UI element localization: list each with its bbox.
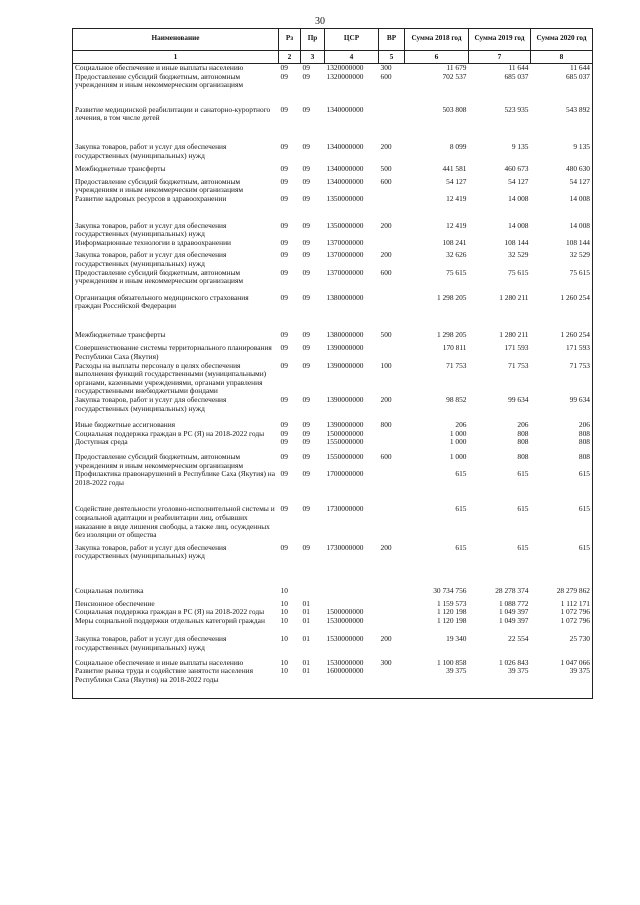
row-sum-2020: 171 593	[531, 344, 593, 361]
row-rz: 10	[280, 598, 288, 608]
table-row	[73, 362, 593, 396]
column-number: 3	[301, 51, 325, 64]
table-row	[73, 587, 593, 600]
row-csr: 1730000000	[326, 504, 364, 514]
row-rz: 09	[280, 437, 288, 447]
row-pr: 09	[302, 250, 310, 260]
row-sum-2020: 14 008	[531, 195, 593, 222]
row-pr: 09	[302, 420, 310, 430]
table-row	[73, 453, 593, 470]
row-rz: 10	[280, 657, 288, 667]
row-sum-2019: 99 634	[508, 395, 529, 405]
row-rz: 09	[280, 343, 288, 353]
header-csr: ЦСР	[325, 29, 379, 51]
row-sum-2019: 460 673	[504, 164, 529, 174]
row-name: Социальное обеспечение и иные выплаты населению	[73, 659, 279, 668]
row-pr: 09	[302, 176, 310, 186]
row-vr: 200	[380, 141, 392, 151]
row-pr: 01	[302, 634, 310, 644]
column-number-row	[73, 51, 593, 64]
row-rz: 10	[279, 667, 301, 699]
row-sum-2019: 523 935	[504, 104, 529, 114]
row-pr: 09	[302, 104, 310, 114]
row-sum-2018: 1 120 198	[436, 607, 467, 617]
row-sum-2019: 71 753	[508, 360, 529, 370]
row-sum-2019: 615	[517, 542, 529, 552]
row-vr: 800	[380, 420, 392, 430]
row-sum-2020: 99 634	[531, 396, 593, 421]
row-sum-2018: 98 852	[446, 395, 467, 405]
table-row	[73, 178, 593, 195]
row-name: Иные бюджетные ассигнования	[73, 421, 279, 430]
row-pr: 09	[302, 504, 310, 514]
row-rz: 09	[280, 71, 288, 81]
row-csr: 1390000000	[326, 420, 364, 430]
row-sum-2018: 75 615	[446, 267, 467, 277]
row-sum-2020: 1 260 254	[531, 331, 593, 345]
row-sum-2018: 12 419	[446, 220, 467, 230]
row-sum-2018: 441 581	[442, 164, 467, 174]
row-csr: 1350000000	[326, 220, 364, 230]
row-pr: 01	[302, 607, 310, 617]
row-name: Предоставление субсидий бюджетным, автономным учреждениям и иным некоммерческим организациям	[73, 178, 279, 195]
row-sum-2019: 1 280 211	[499, 292, 529, 302]
row-sum-2018: 19 340	[446, 634, 467, 644]
row-csr: 1370000000	[326, 267, 364, 277]
row-vr: 200	[380, 542, 392, 552]
row-vr: 300	[380, 63, 392, 72]
row-name: Информационные технологии в здравоохранении	[73, 239, 279, 252]
row-pr: 09	[302, 395, 310, 405]
column-number: 1	[73, 51, 279, 64]
table-row	[73, 667, 593, 699]
column-number: 8	[531, 51, 593, 64]
row-sum-2019: 108 144	[504, 237, 529, 247]
row-sum-2020: 615	[531, 505, 593, 543]
row-rz: 09	[280, 267, 288, 277]
row-sum-2018: 1 000	[449, 452, 467, 461]
table-row	[73, 269, 593, 294]
row-sum-2018: 1 120 198	[436, 615, 467, 625]
row-pr: 09	[302, 63, 310, 72]
row-sum-2019: 11 644	[508, 63, 529, 72]
row-vr: 300	[380, 657, 392, 667]
row-sum-2020: 206	[531, 421, 593, 430]
row-pr: 09	[302, 542, 310, 552]
row-rz: 09	[280, 428, 288, 438]
row-rz: 09	[280, 141, 288, 151]
row-sum-2020: 71 753	[531, 362, 593, 396]
row-sum-2020: 615	[531, 544, 593, 587]
row-sum-2018: 702 537	[442, 71, 467, 81]
table-row	[73, 294, 593, 331]
header-pr: Пр	[301, 29, 325, 51]
column-number: 4	[325, 51, 379, 64]
row-vr	[379, 505, 405, 543]
row-rz: 09	[280, 452, 288, 461]
row-pr: 09	[302, 343, 310, 353]
row-csr: 1600000000	[325, 667, 379, 699]
row-pr: 09	[302, 141, 310, 151]
row-sum-2020: 615	[531, 470, 593, 505]
row-sum-2019: 808	[517, 452, 529, 461]
row-sum-2019: 1 026 843	[498, 657, 529, 667]
row-sum-2020: 14 008	[531, 222, 593, 239]
row-vr	[379, 617, 405, 636]
row-sum-2018: 30 734 756	[433, 585, 467, 595]
row-vr: 200	[380, 220, 392, 230]
row-sum-2019: 685 037	[504, 71, 529, 81]
row-rz: 09	[280, 176, 288, 186]
row-pr: 09	[302, 329, 310, 339]
row-vr: 100	[380, 360, 392, 370]
row-sum-2019: 75 615	[508, 267, 529, 277]
row-csr: 1700000000	[326, 469, 364, 479]
row-rz: 10	[280, 634, 288, 644]
header-sum-2019: Сумма 2019 год	[469, 29, 531, 51]
row-pr: 01	[302, 615, 310, 625]
row-sum-2018: 1 000	[449, 437, 467, 447]
header-rz: Рз	[279, 29, 301, 51]
row-sum-2020: 11 644	[531, 64, 593, 73]
row-sum-2019: 808	[517, 428, 529, 438]
row-name: Закупка товаров, работ и услуг для обеспечения государственных (муниципальных) нужд	[73, 251, 279, 268]
row-name: Меры социальной поддержки отдельных категорий граждан	[73, 617, 279, 636]
row-sum-2020: 685 037	[531, 73, 593, 106]
row-vr	[379, 106, 405, 143]
row-name: Закупка товаров, работ и услуг для обеспечения государственных (муниципальных) нужд	[73, 635, 279, 658]
row-sum-2018: 1 000	[449, 428, 467, 438]
column-number: 2	[279, 51, 301, 64]
page-number: 30	[315, 16, 325, 27]
row-vr: 600	[380, 452, 392, 461]
row-sum-2018: 503 808	[442, 104, 467, 114]
row-vr	[379, 344, 405, 361]
row-sum-2019: 22 554	[508, 634, 529, 644]
row-vr	[379, 600, 405, 609]
row-vr: 600	[380, 267, 392, 277]
row-vr: 600	[380, 176, 392, 186]
row-vr: 200	[380, 395, 392, 405]
row-sum-2018: 39 375	[405, 667, 469, 699]
column-number: 7	[469, 51, 531, 64]
row-pr: 09	[302, 193, 310, 203]
row-csr: 1340000000	[326, 104, 364, 114]
row-name: Профилактика правонарушений в Республике Саха (Якутия) на 2018-2022 годы	[73, 470, 279, 505]
table-row	[73, 505, 593, 543]
row-vr: 500	[380, 329, 392, 339]
row-sum-2019: 39 375	[469, 667, 531, 699]
row-name: Социальное обеспечение и иные выплаты населению	[73, 64, 279, 73]
row-name: Предоставление субсидий бюджетным, автономным учреждениям и иным некоммерческим организациям	[73, 269, 279, 294]
row-name: Совершенствование системы территориального планирования Республики Саха (Якутия)	[73, 344, 279, 361]
row-name: Предоставление субсидий бюджетным, автономным учреждениям и иным некоммерческим организациям	[73, 453, 279, 470]
row-sum-2018: 615	[455, 469, 467, 479]
column-number: 5	[379, 51, 405, 64]
header-row	[73, 29, 593, 51]
row-rz: 10	[280, 615, 288, 625]
row-sum-2019: 615	[517, 504, 529, 514]
row-pr: 09	[302, 428, 310, 438]
row-name: Доступная среда	[73, 438, 279, 453]
row-rz: 09	[280, 292, 288, 302]
row-pr: 09	[302, 437, 310, 447]
table-row	[73, 635, 593, 658]
row-sum-2020: 1 072 796	[531, 608, 593, 617]
row-name: Развитие медицинской реабилитации и санаторно-курортного лечения, в том числе детей	[73, 106, 279, 143]
row-rz: 09	[280, 237, 288, 247]
table-row	[73, 165, 593, 178]
row-name: Развитие рынка труда и содействие занятости населения Республики Саха (Якутия) на 2018-2022 годы	[73, 667, 279, 699]
row-sum-2020: 808	[531, 438, 593, 453]
row-sum-2019: 615	[517, 469, 529, 479]
row-name: Расходы на выплаты персоналу в целях обеспечения выполнения функций государственными (муниципальными) органами, казенными учреждениями, органами управления государственными внебюджетными фондами	[73, 362, 279, 396]
row-pr: 09	[302, 220, 310, 230]
row-sum-2019: 1 049 397	[498, 615, 529, 625]
table-row	[73, 195, 593, 222]
row-rz: 09	[280, 420, 288, 430]
row-sum-2018: 54 127	[446, 176, 467, 186]
row-csr: 1320000000	[326, 63, 364, 72]
row-csr: 1390000000	[326, 395, 364, 405]
row-rz: 09	[280, 193, 288, 203]
row-sum-2020: 75 615	[531, 269, 593, 294]
row-sum-2018: 615	[455, 504, 467, 514]
row-name: Предоставление субсидий бюджетным, автономным учреждениям и иным некоммерческим организациям	[73, 73, 279, 106]
row-vr	[379, 608, 405, 617]
row-name: Закупка товаров, работ и услуг для обеспечения государственных (муниципальных) нужд	[73, 396, 279, 421]
row-rz: 09	[280, 250, 288, 260]
row-name: Закупка товаров, работ и услуг для обеспечения государственных (муниципальных) нужд	[73, 222, 279, 239]
row-rz: 09	[280, 329, 288, 339]
row-sum-2020: 108 144	[531, 239, 593, 252]
row-sum-2019: 1 088 772	[498, 598, 529, 608]
table-row	[73, 251, 593, 268]
table-row	[73, 331, 593, 345]
row-sum-2018: 8 099	[449, 141, 467, 151]
row-vr	[379, 430, 405, 439]
row-sum-2018: 170 811	[442, 343, 467, 353]
row-csr: 1390000000	[326, 360, 364, 370]
row-pr: 09	[302, 237, 310, 247]
row-sum-2018: 1 298 205	[436, 292, 467, 302]
row-pr	[301, 587, 325, 600]
row-name: Пенсионное обеспечение	[73, 600, 279, 609]
row-csr: 1500000000	[326, 607, 364, 617]
table-row	[73, 106, 593, 143]
row-rz: 10	[280, 585, 288, 595]
row-sum-2018: 32 626	[446, 250, 467, 260]
table-row	[73, 544, 593, 587]
row-csr: 1530000000	[326, 634, 364, 644]
row-rz: 09	[280, 164, 288, 174]
table-row	[73, 438, 593, 453]
row-pr: 09	[302, 71, 310, 81]
row-rz: 09	[280, 360, 288, 370]
row-sum-2020: 1 047 066	[531, 659, 593, 668]
row-sum-2019: 171 593	[504, 343, 529, 353]
row-name: Закупка товаров, работ и услуг для обеспечения государственных (муниципальных) нужд	[73, 544, 279, 587]
row-csr: 1500000000	[326, 428, 364, 438]
row-vr: 200	[380, 634, 392, 644]
row-sum-2019: 32 529	[508, 250, 529, 260]
row-sum-2020: 32 529	[531, 251, 593, 268]
row-name: Организация обязательного медицинского страхования граждан Российской Федерации	[73, 294, 279, 331]
row-pr: 09	[302, 267, 310, 277]
row-csr: 1340000000	[326, 176, 364, 186]
row-sum-2019: 1 049 397	[498, 607, 529, 617]
table-body	[73, 64, 593, 699]
row-sum-2019: 206	[517, 420, 529, 430]
row-vr	[379, 667, 405, 699]
row-rz: 09	[280, 220, 288, 230]
budget-table	[72, 28, 593, 699]
row-csr: 1380000000	[326, 329, 364, 339]
row-pr: 09	[302, 164, 310, 174]
row-name: Социальная политика	[73, 587, 279, 600]
row-csr	[325, 587, 379, 600]
row-sum-2018: 1 100 858	[436, 657, 467, 667]
row-vr	[379, 195, 405, 222]
row-vr: 500	[380, 164, 392, 174]
row-sum-2018: 11 679	[446, 63, 467, 72]
row-sum-2020: 39 375	[531, 667, 593, 699]
row-name: Социальная поддержка граждан в РС (Я) на 2018-2022 годы	[73, 430, 279, 439]
row-sum-2020: 1 072 796	[531, 617, 593, 636]
row-pr: 01	[302, 598, 310, 608]
row-pr: 09	[302, 452, 310, 461]
row-name: Межбюджетные трансферты	[73, 331, 279, 345]
row-sum-2019: 54 127	[508, 176, 529, 186]
row-sum-2019: 14 008	[508, 193, 529, 203]
table-row	[73, 617, 593, 636]
row-csr: 1530000000	[326, 657, 364, 667]
row-name: Закупка товаров, работ и услуг для обеспечения государственных (муниципальных) нужд	[73, 143, 279, 165]
row-sum-2019: 9 135	[511, 141, 529, 151]
row-csr: 1380000000	[326, 292, 364, 302]
row-pr: 09	[302, 469, 310, 479]
row-vr	[379, 438, 405, 453]
row-name: Социальная поддержка граждан в РС (Я) на 2018-2022 годы	[73, 608, 279, 617]
column-number: 6	[405, 51, 469, 64]
table-row	[73, 396, 593, 421]
row-csr: 1320000000	[326, 71, 364, 81]
table-row	[73, 143, 593, 165]
row-vr: 600	[380, 71, 392, 81]
row-sum-2020: 28 279 862	[531, 587, 593, 600]
row-vr	[379, 587, 405, 600]
row-vr	[379, 470, 405, 505]
row-sum-2020: 543 892	[531, 106, 593, 143]
row-sum-2020: 1 112 171	[531, 600, 593, 609]
row-sum-2019: 28 278 374	[495, 585, 529, 595]
row-csr: 1530000000	[326, 615, 364, 625]
row-sum-2020: 808	[531, 430, 593, 439]
row-sum-2018: 12 419	[446, 193, 467, 203]
row-rz: 10	[280, 607, 288, 617]
row-sum-2018: 1 298 205	[436, 329, 467, 339]
table-row	[73, 344, 593, 361]
row-sum-2019: 808	[517, 437, 529, 447]
table-row	[73, 222, 593, 239]
row-sum-2020: 480 630	[531, 165, 593, 178]
table-row	[73, 470, 593, 505]
row-name: Развитие кадровых ресурсов в здравоохранении	[73, 195, 279, 222]
row-rz: 09	[280, 63, 288, 72]
row-pr: 01	[302, 657, 310, 667]
row-sum-2020: 808	[531, 453, 593, 470]
row-rz: 09	[280, 504, 288, 514]
table-row	[73, 73, 593, 106]
row-sum-2020: 1 260 254	[531, 294, 593, 331]
row-csr: 1730000000	[326, 542, 364, 552]
row-pr: 09	[302, 292, 310, 302]
row-sum-2018: 108 241	[442, 237, 467, 247]
row-vr	[379, 294, 405, 331]
row-pr: 01	[301, 667, 325, 699]
row-csr: 1340000000	[326, 141, 364, 151]
row-csr: 1350000000	[326, 193, 364, 203]
row-csr: 1340000000	[326, 164, 364, 174]
row-csr: 1370000000	[326, 237, 364, 247]
row-rz: 09	[280, 104, 288, 114]
row-sum-2020: 9 135	[531, 143, 593, 165]
row-sum-2019: 1 280 211	[499, 329, 529, 339]
header-vr: ВР	[379, 29, 405, 51]
header-name: Наименование	[73, 29, 279, 51]
row-vr: 200	[380, 250, 392, 260]
row-csr: 1550000000	[326, 437, 364, 447]
row-pr: 09	[302, 360, 310, 370]
row-name: Межбюджетные трансферты	[73, 165, 279, 178]
row-rz: 09	[280, 542, 288, 552]
row-csr: 1390000000	[326, 343, 364, 353]
row-sum-2018: 71 753	[446, 360, 467, 370]
row-rz: 09	[280, 395, 288, 405]
row-sum-2019: 14 008	[508, 220, 529, 230]
row-rz: 09	[280, 469, 288, 479]
row-name: Содействие деятельности уголовно-исполнительной системы и социальной адаптации и реабилитации лиц, отбывших наказание в виде лишения свободы, а также лиц, осужденных без изоляции от общества	[73, 505, 279, 543]
row-sum-2020: 25 730	[531, 635, 593, 658]
row-sum-2018: 615	[455, 542, 467, 552]
row-csr: 1370000000	[326, 250, 364, 260]
header-sum-2018: Сумма 2018 год	[405, 29, 469, 51]
header-sum-2020: Сумма 2020 год	[531, 29, 593, 51]
row-sum-2018: 1 159 573	[436, 598, 467, 608]
row-sum-2018: 206	[455, 420, 467, 430]
row-csr: 1550000000	[326, 452, 364, 461]
row-sum-2020: 54 127	[531, 178, 593, 195]
